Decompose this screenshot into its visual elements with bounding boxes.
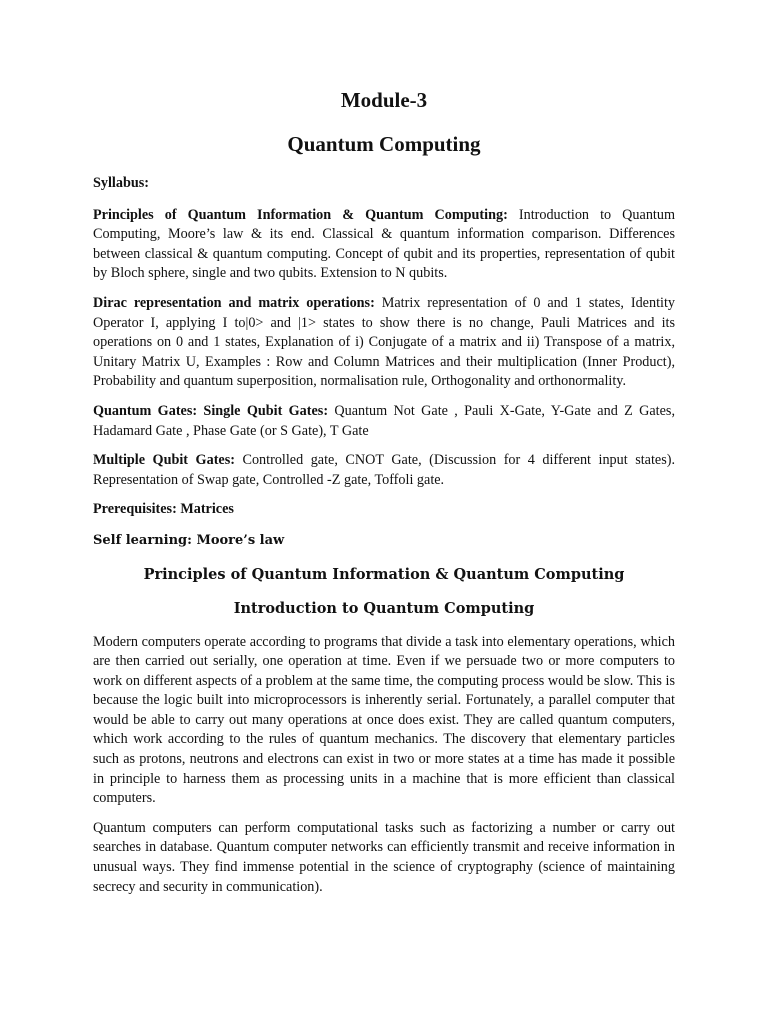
module-title: Module-3 — [340, 88, 428, 112]
syllabus-text: Matrix representation of 0 and 1 states, Identity Operator I, applying I to|0> and |1> states to show there is no change, Pauli Matrices and its operations on 0 and 1 states, Explanation of i) Conjugate of a matrix and ii) Transpose of a matrix, Unitary Matrix U, Examples : Row and Column Matrices and their multiplication (Inner Product), Probability and quantum superposition, normalisation rule, Orthogonality and orthonormality. — [93, 294, 675, 390]
syllabus-heading: Principles of Quantum Information & Quantum Computing: — [93, 206, 508, 223]
syllabus-label: Syllabus: — [93, 175, 149, 191]
syllabus-principles — [93, 206, 675, 284]
body-paragraph: Modern computers operate according to programs that divide a task into elementary operations, which are then carried out serially, one operation at time. Even if we persuade two or more computers to work on different aspects of a problem at the same time, the computing process would be slow. This is because the logic built into microprocessors is inherently serial. Fortunately, a parallel computer that would be able to carry out many operations at once does exist. They are called quantum computers, which work according to the rules of quantum mechanics. The discovery that elementary particles such as protons, neutrons and electrons can exist in two or more states at a time has made it possible in principle to harness them as processing units in a machine that is more efficient than classical computers. — [93, 633, 675, 807]
syllabus-heading: Multiple Qubit Gates: — [93, 452, 235, 469]
syllabus-text: Controlled gate, CNOT Gate, (Discussion for 4 different input states). Representation of Swap gate, Controlled -Z gate, Toffoli gate. — [93, 452, 675, 488]
self-learning: Self learning: Moore’s law — [93, 532, 285, 548]
syllabus-dirac — [93, 294, 675, 392]
subsection-heading: Introduction to Quantum Computing — [233, 599, 535, 617]
prerequisites: Prerequisites: Matrices — [93, 501, 234, 518]
syllabus-multiple-qubit-gates — [93, 451, 675, 490]
syllabus-heading: Quantum Gates: Single Qubit Gates: — [93, 402, 329, 419]
document-page — [93, 86, 675, 907]
syllabus-text: Introduction to Quantum Computing, Moore’s law & its end. Classical & quantum information comparison. Differences between classical & quantum computing. Concept of qubit and its properties, representation of qubit by Bloch sphere, single and two qubits. Extension to N qubits. — [93, 206, 675, 282]
section-heading: Principles of Quantum Information & Quantum Computing — [143, 565, 625, 583]
syllabus-quantum-gates — [93, 402, 675, 441]
syllabus-heading: Dirac representation and matrix operations: — [93, 294, 375, 311]
syllabus-text: Quantum Not Gate , Pauli X-Gate, Y-Gate and Z Gates, Hadamard Gate , Phase Gate (or S Gate), T Gate — [93, 402, 675, 439]
body-paragraph: Quantum computers can perform computational tasks such as factorizing a number or carry out searches in database. Quantum computer networks can efficiently transmit and receive information in unusual ways. They find immense potential in the science of cryptography (science of maintaining secrecy and security in communication). — [93, 819, 675, 895]
main-title: Quantum Computing — [287, 132, 481, 156]
